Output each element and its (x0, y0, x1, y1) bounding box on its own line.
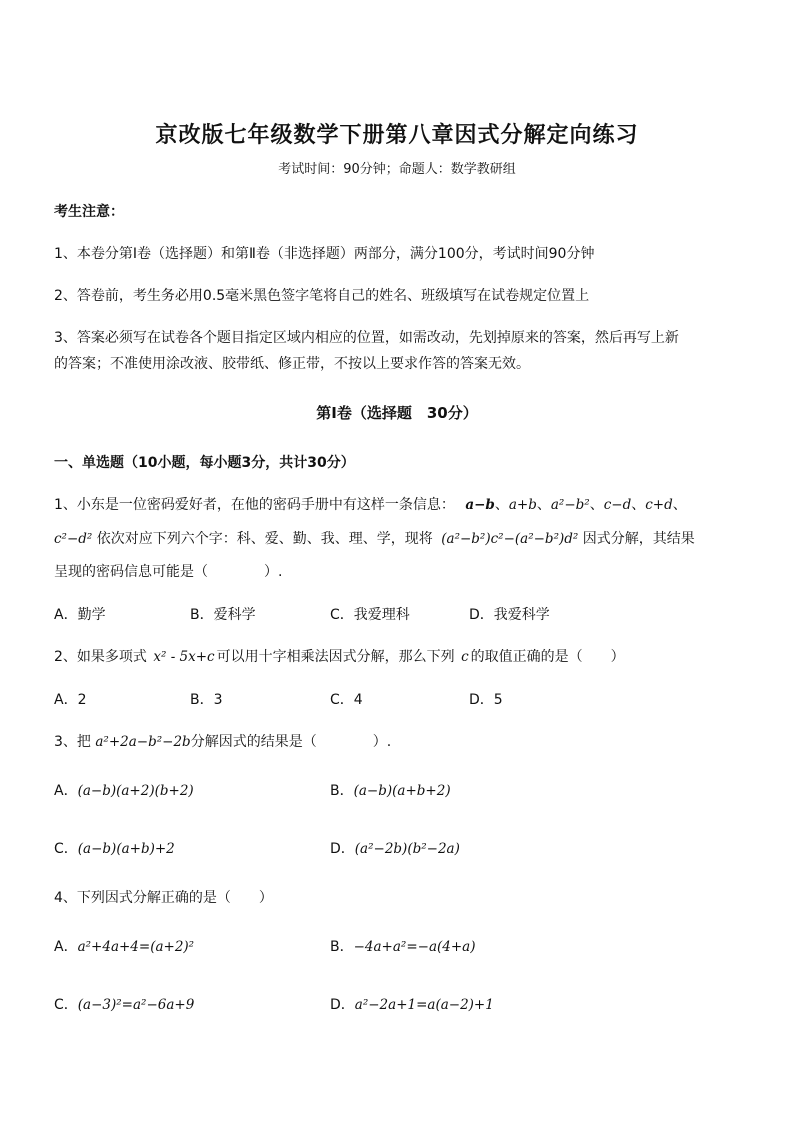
q3-option-a[interactable] (54, 780, 194, 800)
q4-option-c[interactable] (54, 994, 194, 1014)
separator: 、 (631, 497, 646, 513)
q3-option-c[interactable] (54, 838, 175, 858)
q1-option-a[interactable]: A．勤学 (54, 607, 106, 623)
section1-title: 一、单选题（10小题，每小题3分，共计30分） (54, 455, 355, 471)
option-expr: −4a+a²=−a(4+a) (353, 939, 476, 955)
q1-expr-3: a²−b² (550, 497, 590, 513)
separator: 、 (536, 497, 551, 513)
q4-stem: 4、下列因式分解正确的是（ ） (54, 890, 273, 906)
q3-option-d[interactable] (330, 838, 460, 858)
option-expr: (a²−2b)(b²−2a) (354, 841, 460, 857)
option-label: B． (330, 783, 354, 799)
q1-text: 1、小东是一位密码爱好者，在他的密码手册中有这样一条信息： (54, 497, 455, 513)
q1-expr-1: a−b (465, 497, 495, 513)
q1-option-b[interactable]: B．爱科学 (190, 607, 256, 623)
q2-option-c[interactable]: C．4 (330, 692, 363, 708)
q1-polynomial: (a²−b²)c²−(a²−b²)d² (441, 531, 579, 547)
q2-text: 的取值正确的是（ ） (470, 649, 625, 665)
q1-stem-line2 (54, 528, 695, 548)
q1-expr-4: c−d (603, 497, 632, 513)
q1-stem-line3: 呈现的密码信息可能是（ ）. (54, 564, 283, 580)
q2-text: 2、如果多项式 (54, 649, 147, 665)
q2-option-d[interactable]: D．5 (469, 692, 503, 708)
q3-text: 3、把 (54, 734, 91, 750)
q1-option-c[interactable]: C．我爱理科 (330, 607, 410, 623)
q4-option-b[interactable] (330, 936, 476, 956)
q3-expr: a²+2a−b²−2b (95, 734, 191, 750)
q1-stem-line1 (54, 494, 687, 514)
q1-text: 依次对应下列六个字：科、爱、勤、我、理、学，现将 (96, 531, 433, 547)
q2-expr: x² - 5x+c (153, 649, 215, 665)
exam-info: 考试时间：90分钟；命题人：数学教研组 (278, 162, 516, 177)
q1-expr-2: a+b (508, 497, 537, 513)
q3-option-b[interactable] (330, 780, 451, 800)
option-label: A． (54, 783, 78, 799)
q2-var: c (461, 649, 469, 665)
q1-option-d[interactable]: D．我爱科学 (469, 607, 550, 623)
option-expr: (a−b)(a+b+2) (353, 783, 451, 799)
q1-expr-5: c+d (645, 497, 673, 513)
option-expr: (a−b)(a+b)+2 (77, 841, 175, 857)
notice-item-2: 2、答卷前，考生务必用0.5毫米黑色签字笔将自己的姓名、班级填写在试卷规定位置上 (54, 288, 590, 304)
option-expr: a²−2a+1=a(a−2)+1 (354, 997, 494, 1013)
part1-title: 第Ⅰ卷（选择题 30分） (316, 404, 478, 422)
notice-item-3-cont: 的答案；不准使用涂改液、胶带纸、修正带，不按以上要求作答的答案无效。 (54, 356, 530, 372)
option-expr: (a−b)(a+2)(b+2) (77, 783, 194, 799)
q2-option-a[interactable]: A．2 (54, 692, 87, 708)
notice-item-3: 3、答案必须写在试卷各个题目指定区域内相应的位置，如需改动，先划掉原来的答案，然后再写上新 (54, 330, 679, 346)
separator: 、 (589, 497, 604, 513)
q2-text: 可以用十字相乘法因式分解，那么下列 (216, 649, 455, 665)
option-label: D． (330, 997, 355, 1013)
q2-option-b[interactable]: B．3 (190, 692, 223, 708)
page-title: 京改版七年级数学下册第八章因式分解定向练习 (155, 122, 639, 148)
notice-item-1: 1、本卷分第Ⅰ卷（选择题）和第Ⅱ卷（非选择题）两部分，满分100分，考试时间90分钟 (54, 246, 595, 262)
separator: 、 (494, 497, 509, 513)
q3-text: 分解因式的结果是（ ）. (190, 734, 392, 750)
q1-expr-6: c²−d² (54, 531, 93, 547)
q4-option-d[interactable] (330, 994, 494, 1014)
separator: 、 (672, 497, 687, 513)
option-expr: a²+4a+4=(a+2)² (77, 939, 195, 955)
q3-stem (54, 731, 391, 751)
q4-option-a[interactable] (54, 936, 194, 956)
option-label: C． (54, 841, 78, 857)
q1-text: 因式分解，其结果 (582, 531, 695, 547)
option-label: D． (330, 841, 355, 857)
option-label: A． (54, 939, 78, 955)
q2-stem (54, 646, 625, 666)
option-label: C． (54, 997, 78, 1013)
notice-heading: 考生注意： (54, 204, 124, 220)
option-expr: (a−3)²=a²−6a+9 (77, 997, 195, 1013)
option-label: B． (330, 939, 354, 955)
